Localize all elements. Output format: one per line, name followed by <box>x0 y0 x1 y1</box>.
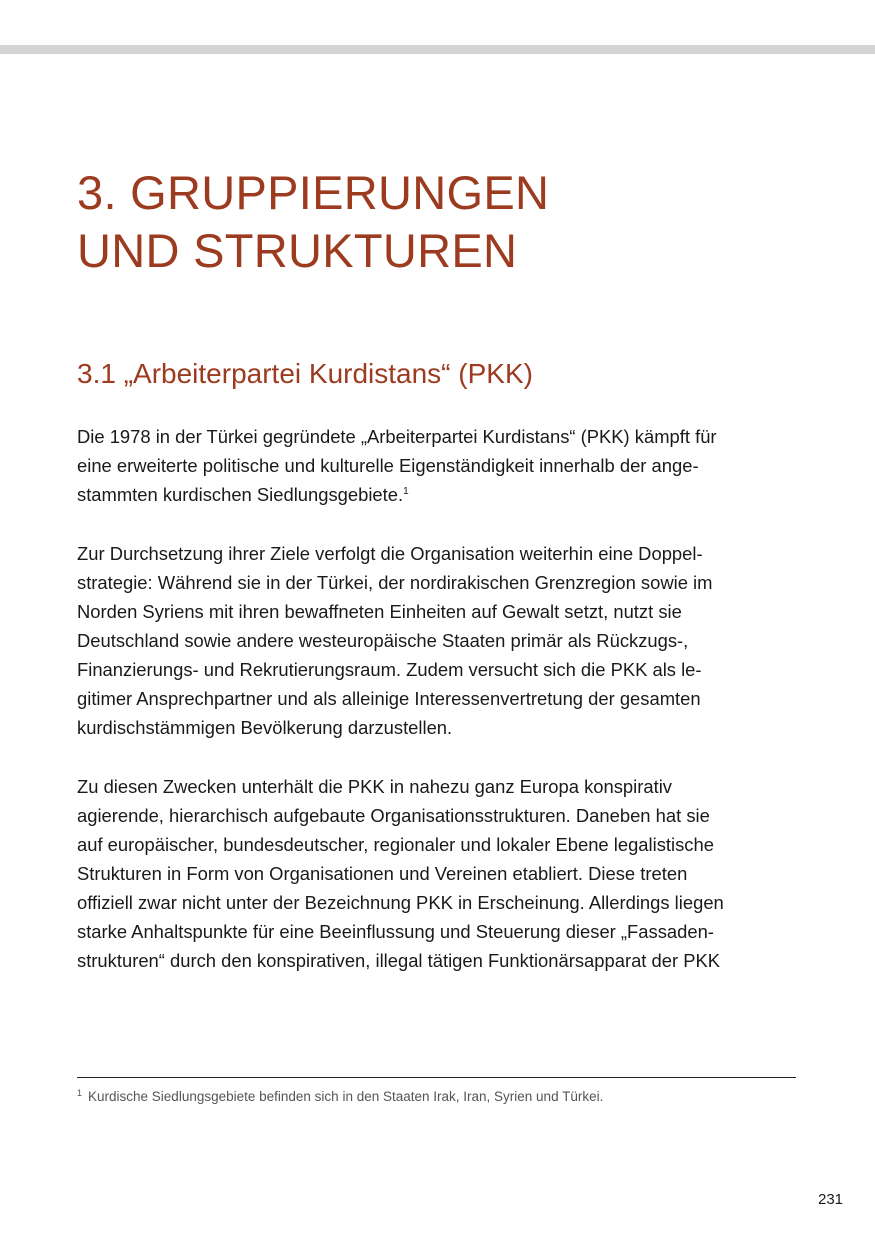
text-line: Norden Syriens mit ihren bewaffneten Einheiten auf Gewalt setzt, nutzt sie <box>77 601 682 622</box>
text-line: Zur Durchsetzung ihrer Ziele verfolgt die Organisation weiterhin eine Doppel- <box>77 543 703 564</box>
footnote-reference[interactable]: 1 <box>403 486 409 497</box>
text-line: offiziell zwar nicht unter der Bezeichnung PKK in Erscheinung. Allerdings liegen <box>77 892 724 913</box>
footnote-number: 1 <box>77 1088 83 1098</box>
text-line: kurdischstämmigen Bevölkerung darzustellen. <box>77 717 453 738</box>
chapter-title-line-1: 3. GRUPPIERUNGEN <box>77 166 550 219</box>
text-line: Deutschland sowie andere westeuropäische Staaten primär als Rückzugs-, <box>77 630 689 651</box>
footnote-divider <box>77 1077 796 1078</box>
text-line: starke Anhaltspunkte für eine Beeinflussung und Steuerung dieser „Fassaden- <box>77 921 714 942</box>
text-line: auf europäischer, bundesdeutscher, regionaler und lokaler Ebene legalistische <box>77 834 714 855</box>
top-rule <box>0 45 875 54</box>
text-line-content: stammten kurdischen Siedlungsgebiete. <box>77 484 404 505</box>
text-line <box>77 480 817 509</box>
chapter-title <box>77 164 549 280</box>
paragraph-3 <box>77 772 817 975</box>
text-line: Strukturen in Form von Organisationen und Vereinen etabliert. Diese treten <box>77 863 688 884</box>
text-line: agierende, hierarchisch aufgebaute Organisationsstrukturen. Daneben hat sie <box>77 805 710 826</box>
text-line: Die 1978 in der Türkei gegründete „Arbeiterpartei Kurdistans“ (PKK) kämpft für <box>77 426 717 447</box>
paragraph-2 <box>77 539 817 742</box>
paragraph-1 <box>77 422 817 509</box>
footnote-text: Kurdische Siedlungsgebiete befinden sich in den Staaten Irak, Iran, Syrien und Türkei. <box>88 1089 604 1104</box>
text-line: Zu diesen Zwecken unterhält die PKK in nahezu ganz Europa konspirativ <box>77 776 672 797</box>
text-line: eine erweiterte politische und kulturelle Eigenständigkeit innerhalb der ange- <box>77 455 699 476</box>
page-number: 231 <box>818 1191 844 1208</box>
text-line: gitimer Ansprechpartner und als alleinige Interessenvertretung der gesamten <box>77 688 701 709</box>
text-line: strategie: Während sie in der Türkei, der nordirakischen Grenzregion sowie im <box>77 572 713 593</box>
footnote <box>77 1084 603 1106</box>
chapter-title-line-2: UND STRUKTUREN <box>77 224 518 277</box>
text-line: strukturen“ durch den konspirativen, illegal tätigen Funktionärsapparat der PKK <box>77 950 721 971</box>
section-title: 3.1 „Arbeiterpartei Kurdistans“ (PKK) <box>77 358 533 389</box>
text-line: Finanzierungs- und Rekrutierungsraum. Zudem versucht sich die PKK als le- <box>77 659 702 680</box>
